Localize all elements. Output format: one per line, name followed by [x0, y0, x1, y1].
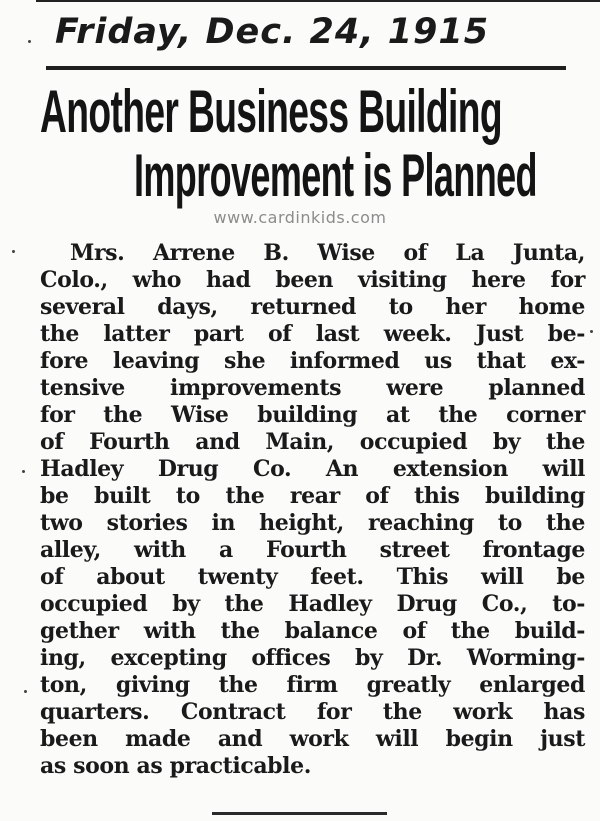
dateline: Friday, Dec. 24, 1915 [55, 12, 490, 52]
article-line: be built to the rear of this building [40, 483, 585, 509]
print-speck [590, 330, 593, 333]
article-line: alley, with a Fourth street frontage [40, 537, 585, 563]
article-line: Mrs. Arrene B. Wise of La Junta, [70, 240, 585, 266]
article-line: occupied by the Hadley Drug Co., to- [40, 591, 585, 617]
article-line: fore leaving she informed us that ex- [40, 348, 585, 374]
article-line: two stories in height, reaching to the [40, 510, 585, 536]
article-body [40, 240, 585, 780]
article-line: ing, excepting offices by Dr. Worming- [40, 645, 585, 671]
article-line: several days, returned to her home [40, 294, 585, 320]
print-speck [28, 40, 31, 43]
print-speck [22, 470, 25, 473]
article-line: as soon as practicable. [40, 753, 311, 779]
article-line: tensive improvements were planned [40, 375, 585, 401]
article-line: of Fourth and Main, occupied by the [40, 429, 585, 455]
headline-line-1: Another Business Building [40, 78, 502, 145]
print-speck [12, 250, 15, 253]
article-line: gether with the balance of the build- [40, 618, 585, 644]
bottom-rule [212, 812, 387, 815]
article-line: of about twenty feet. This will be [40, 564, 585, 590]
print-speck [24, 690, 27, 693]
article-line: ton, giving the firm greatly enlarged [40, 672, 585, 698]
headline-line-2: Improvement is Planned [134, 142, 537, 209]
article-line: for the Wise building at the corner [40, 402, 585, 428]
headline [0, 72, 600, 222]
article-line: quarters. Contract for the work has [40, 699, 585, 725]
watermark: www.cardinkids.com [213, 208, 387, 227]
headline-rule [46, 66, 566, 70]
article-line: Hadley Drug Co. An extension will [40, 456, 585, 482]
top-rule [36, 0, 600, 6]
article-line: Colo., who had been visiting here for [40, 267, 585, 293]
article-line: the latter part of last week. Just be- [40, 321, 585, 347]
article-line: been made and work will begin just [40, 726, 585, 752]
